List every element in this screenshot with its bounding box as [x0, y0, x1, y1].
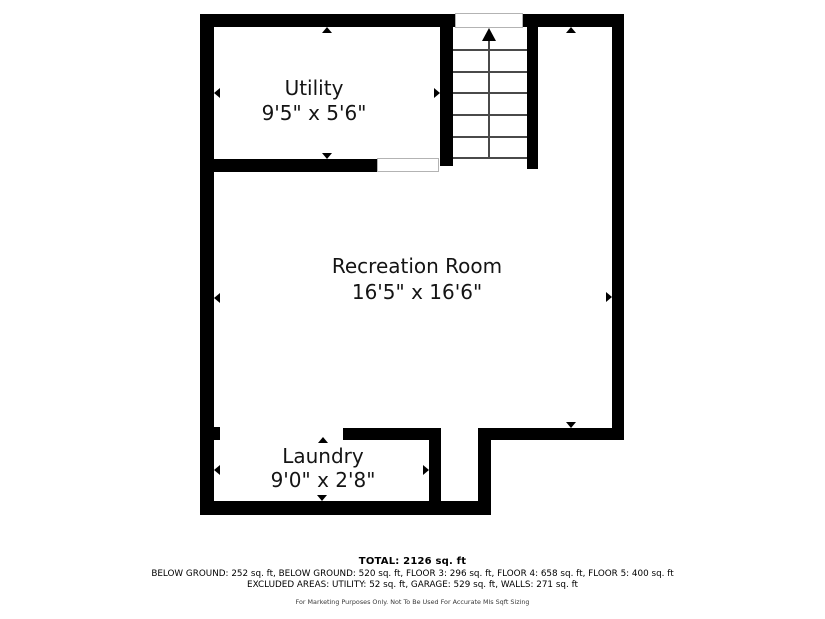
stair-direction-line: [488, 39, 490, 158]
recreation-dim-arrow-left: [214, 293, 220, 303]
laundry-dim-arrow-down: [317, 495, 327, 501]
disclaimer-text: For Marketing Purposes Only. Not To Be Used For Accurate Mls Sqft Sizing: [295, 598, 530, 606]
laundry-room-dimensions: 9'0" x 2'8": [270, 468, 376, 492]
utility-room-name: Utility: [284, 76, 344, 100]
wall-bottom-right: [478, 428, 624, 440]
recreation-dim-arrow-up: [566, 27, 576, 33]
wall-right: [612, 14, 624, 440]
utility-dim-arrow-right: [434, 88, 440, 98]
wall-bottom: [200, 501, 491, 515]
utility-dim-arrow-up: [322, 27, 332, 33]
wall-stair-right: [527, 27, 538, 169]
stair-step-line: [453, 71, 527, 73]
recreation-dim-arrow-down: [566, 422, 576, 428]
wall-laundry-stub: [214, 427, 220, 440]
stair-step-line: [453, 92, 527, 94]
laundry-room-label: [203, 444, 443, 492]
utility-dim-arrow-down: [322, 153, 332, 159]
recreation-room-label: [267, 253, 567, 305]
wall-stair-left: [440, 27, 453, 166]
stair-step-line: [453, 114, 527, 116]
wall-top-right: [523, 14, 624, 27]
utility-door-opening: [377, 158, 439, 172]
recreation-dim-arrow-right: [606, 292, 612, 302]
excluded-areas-text: EXCLUDED AREAS: UTILITY: 52 sq. ft, GARAGE: 529 sq. ft, WALLS: 271 sq. ft: [247, 580, 578, 590]
stair-step-line: [453, 49, 527, 51]
floor-areas-text: BELOW GROUND: 252 sq. ft, BELOW GROUND: 520 sq. ft, FLOOR 3: 296 sq. ft, FLOOR 4: 658 sq. ft, FLOOR 5: 400 sq. ft: [151, 569, 674, 579]
total-area-text: TOTAL: 2126 sq. ft: [358, 556, 467, 567]
laundry-dim-arrow-up: [318, 437, 328, 443]
utility-room-label: [194, 76, 434, 126]
wall-utility-bottom: [200, 159, 377, 172]
stair-step-line: [453, 136, 527, 138]
stair-up-arrow-icon: [482, 28, 496, 41]
stair-top-opening: [455, 13, 523, 28]
utility-room-dimensions: 9'5" x 5'6": [261, 101, 367, 125]
stair-step-line: [453, 157, 527, 159]
wall-laundry-top: [343, 428, 441, 440]
wall-top-left: [200, 14, 455, 27]
recreation-room-dimensions: 16'5" x 16'6": [351, 280, 483, 304]
laundry-room-name: Laundry: [282, 444, 364, 468]
recreation-room-name: Recreation Room: [331, 254, 503, 278]
